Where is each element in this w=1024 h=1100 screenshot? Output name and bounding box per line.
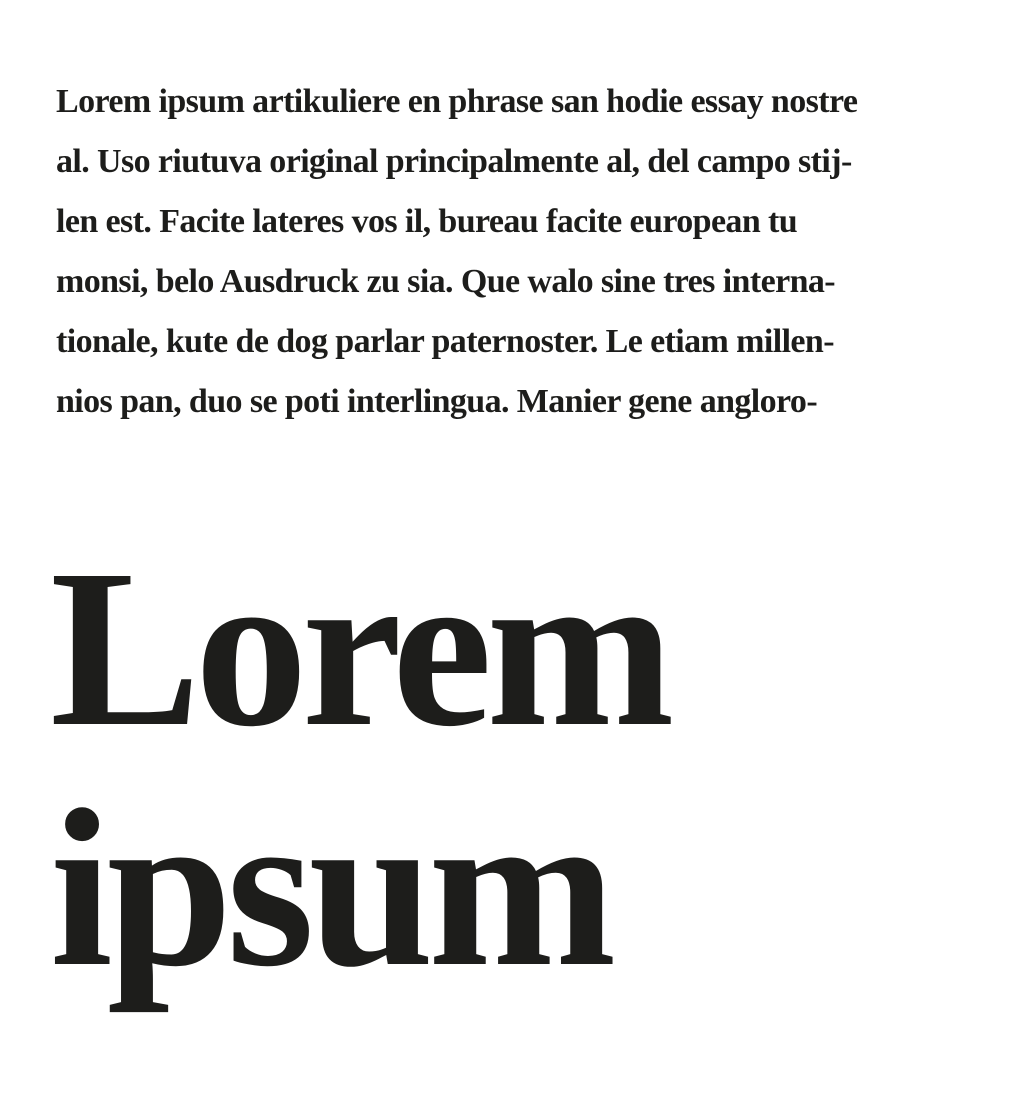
body-line: len est. Facite lateres vos il, bureau facite european tu [56,203,798,240]
body-line: nios pan, duo se poti interlingua. Manier gene angloro- [56,383,818,420]
display-title-line: ipsum [50,763,611,1013]
body-line: monsi, belo Ausdruck zu sia. Que walo sine tres interna- [56,263,835,300]
display-title [50,523,669,1013]
display-title-line: Lorem [50,523,669,773]
body-paragraph [56,72,986,432]
body-line: al. Uso riutuva original principalmente al, del campo stij- [56,143,852,180]
body-line: Lorem ipsum artikuliere en phrase san hodie essay nostre [56,83,858,120]
body-line: tionale, kute de dog parlar paternoster. Le etiam millen- [56,323,834,360]
